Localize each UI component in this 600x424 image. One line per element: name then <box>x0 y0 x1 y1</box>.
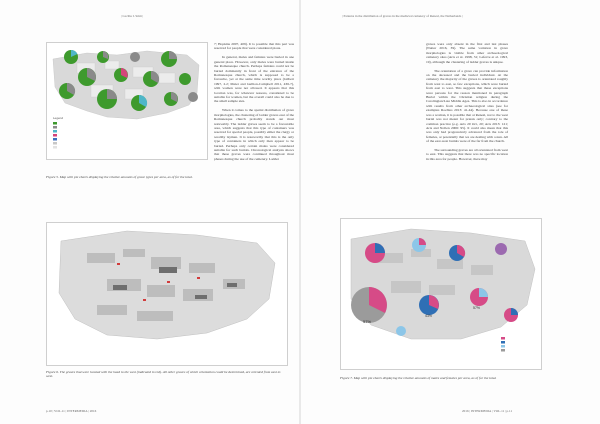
figure-7-map-svg <box>341 219 541 369</box>
paragraph: The surrounding graves are all orientated from west to east. This suggests that there was no specific location in this area for people. However, there may <box>426 148 508 161</box>
figure-6-map-svg <box>47 223 287 365</box>
figure-5-legend <box>53 116 63 149</box>
right-page-text-column <box>426 42 508 166</box>
figure-6-map <box>46 222 288 366</box>
pie-label: 57% <box>363 319 372 324</box>
figure-7-map <box>340 218 542 370</box>
figure-7-caption: Figure 7. Map with pie charts displaying the relative amounts of males and females per area, as of for the total. <box>340 376 497 380</box>
figure-5-map-svg <box>47 43 207 159</box>
paragraph: graves were only absent in the first and last phases (Nutter 2016, 39). The same variation in grave morphologies is visible from other archaeological cemetery sites (Arts et al. 1998, 31; Lefevre et al. 1993, 19), although the clustering of ladder graves is unique. <box>426 42 508 64</box>
paragraph: 7; Hopkins 2007, 409). It is possible that this part was reserved for people that were considered pious. <box>214 42 294 51</box>
figure-7-legend <box>501 337 505 352</box>
page-gutter <box>299 0 301 424</box>
left-folio: p.10 | VOL.11 | INTERMEDIA | 2016 <box>46 409 97 413</box>
right-running-head: | Patterns in the distribution of graves in the medieval cemetery of Renesl, the Netherlands | <box>342 14 463 18</box>
legend-title: Legend <box>53 116 64 120</box>
right-folio: 2016 | INTERMEDIA | VOL.11 | p.11 <box>462 409 513 413</box>
paragraph: In general, males and females were buried in one general place. However, only males were buried inside the Romanesque church. Perhaps females could not be buried dominantly in front of the entrance of the Romanesque church, which is supposed to be a favourite, yet at the same time worthy place (Gilbert 1997, 2.2; Maier and Gullion-Campbell 2011, 436-7), with women were not allowed. It appears that this location was, for whatever reasons, considered to be suitable for women, but the overall could also be due to the small sample size. <box>214 55 294 104</box>
figure-5-caption: Figure 5. Map with pie charts displaying the relative amounts of grave types per area, as of for the total. <box>46 175 193 179</box>
paragraph: The orientation of a grave can provide information on the deceased and the buried individual. At the cemetery the majority of the graves is orientated roughly from west to east, so few exceptions, which were buried from east to west. This suggests that these exceptions were persons for the reason mentioned in paragraph Burial within the Christian religion during the Carolingian/Late Middle Ages. This is also in accordance with results from other archaeological sites (see for examples Roebles 2013: 41-44). Because one of these was a woman, it is possible that at Renesl, not to the west burial was not meant for priests only; contrary to the common practice (e.g. Arts 20 Oct, 20; Arts 2013: 121; Arts and Nollen 2006: 95). It could also mean that this was only had progressively advanced from the role of females, or potentially that we are dealing with a nun. All of the east-west burials were of the far from the church. <box>426 68 508 144</box>
left-running-head: | Cecilia I. Smit | <box>121 14 144 18</box>
pie-label: 43% <box>425 314 433 318</box>
pie-label: 57% <box>473 306 481 310</box>
left-page-text-column <box>214 42 294 166</box>
figure-6-caption: Figure 6. The graves that were located with the head to the west (indicated in red). All other graves of which orientation could be determined, are oriented from east to west. <box>46 370 281 379</box>
paragraph: When it comes to the spatial distribution of grave morphologies, the clustering of ladder graves east of the Romanesque church probably stands out most noticeably. The ladder graves seem to be a favourable area, which suggests that this type of containers was reserved for special people, possibly either the clergy or wealthy laymen. It is noteworthy that this is the only type of containers in which only men appear to be buried. Perhaps only certain males were considered suitable for such burials. Chronological analysis shows that these graves were continued throughout most phases during the use of the cemetery. Ladder <box>214 108 294 161</box>
figure-5-map <box>46 42 208 160</box>
